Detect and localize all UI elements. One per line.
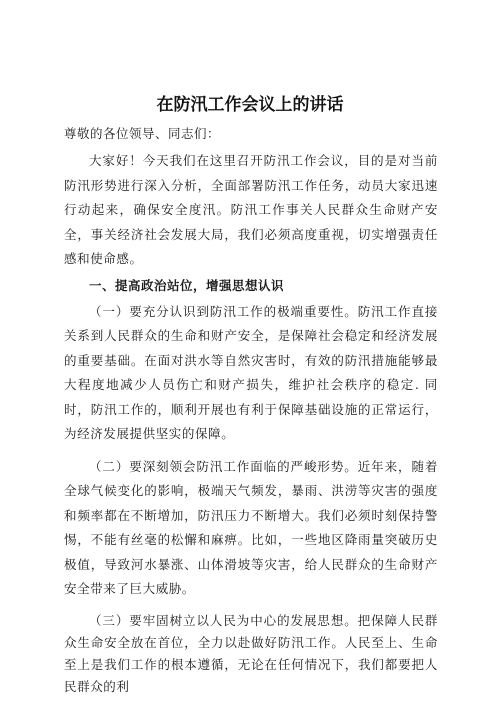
- spacer: [64, 447, 438, 455]
- document-title: 在防汛工作会议上的讲话: [156, 95, 344, 115]
- spacer: [64, 602, 438, 610]
- paragraph-2: （二）要深刻领会防汛工作面临的严峻形势。近年来，随着全球气候变化的影响，极端天气频发，暴雨、洪涝等灾害的强度和频率都在不断增加，防汛压力不断增大。我们必须时刻保持警惕，不能有丝毫的松懈和麻痹。比如，一些地区降雨量突破历史极值，导致河水暴涨、山体滑坡等灾害，给人民群众的生命财产安全带来了巨大威胁。: [64, 458, 438, 596]
- salutation: 尊敬的各位领导、同志们：: [64, 126, 221, 141]
- paragraph-1: （一）要充分认识到防汛工作的极端重要性。防汛工作直接关系到人民群众的生命和财产安全，是保障社会稳定和经济发展的重要基础。在面对洪水等自然灾害时，有效的防汛措施能够最大程度地减少人员伤亡和财产损失，维护社会秩序的稳定. 同时，防汛工作的，顺利开展也有利于保障基础设施的正常运行，为经济发展提供坚实的保障。: [64, 303, 438, 441]
- paragraph-3: （三）要牢固树立以人民为中心的发展思想。把保障人民群众生命安全放在首位，全力以赴做好防汛工作。人民至上、生命至上是我们工作的根本遵循，无论在任何情况下，我们都要把人民群众的利: [64, 612, 438, 694]
- intro-paragraph: 大家好！今天我们在这里召开防汛工作会议，目的是对当前防汛形势进行深入分析，全面部署防汛工作任务，动员大家迅速行动起来，确保安全度汛。防汛工作事关人民群众生命财产安全，事关经济社会发展大局，我们必须高度重视，切实增强责任感和使命感。: [64, 153, 438, 266]
- document-body: [64, 123, 438, 698]
- section-heading-1: 一、提高政治站位，增强思想认识: [89, 277, 285, 293]
